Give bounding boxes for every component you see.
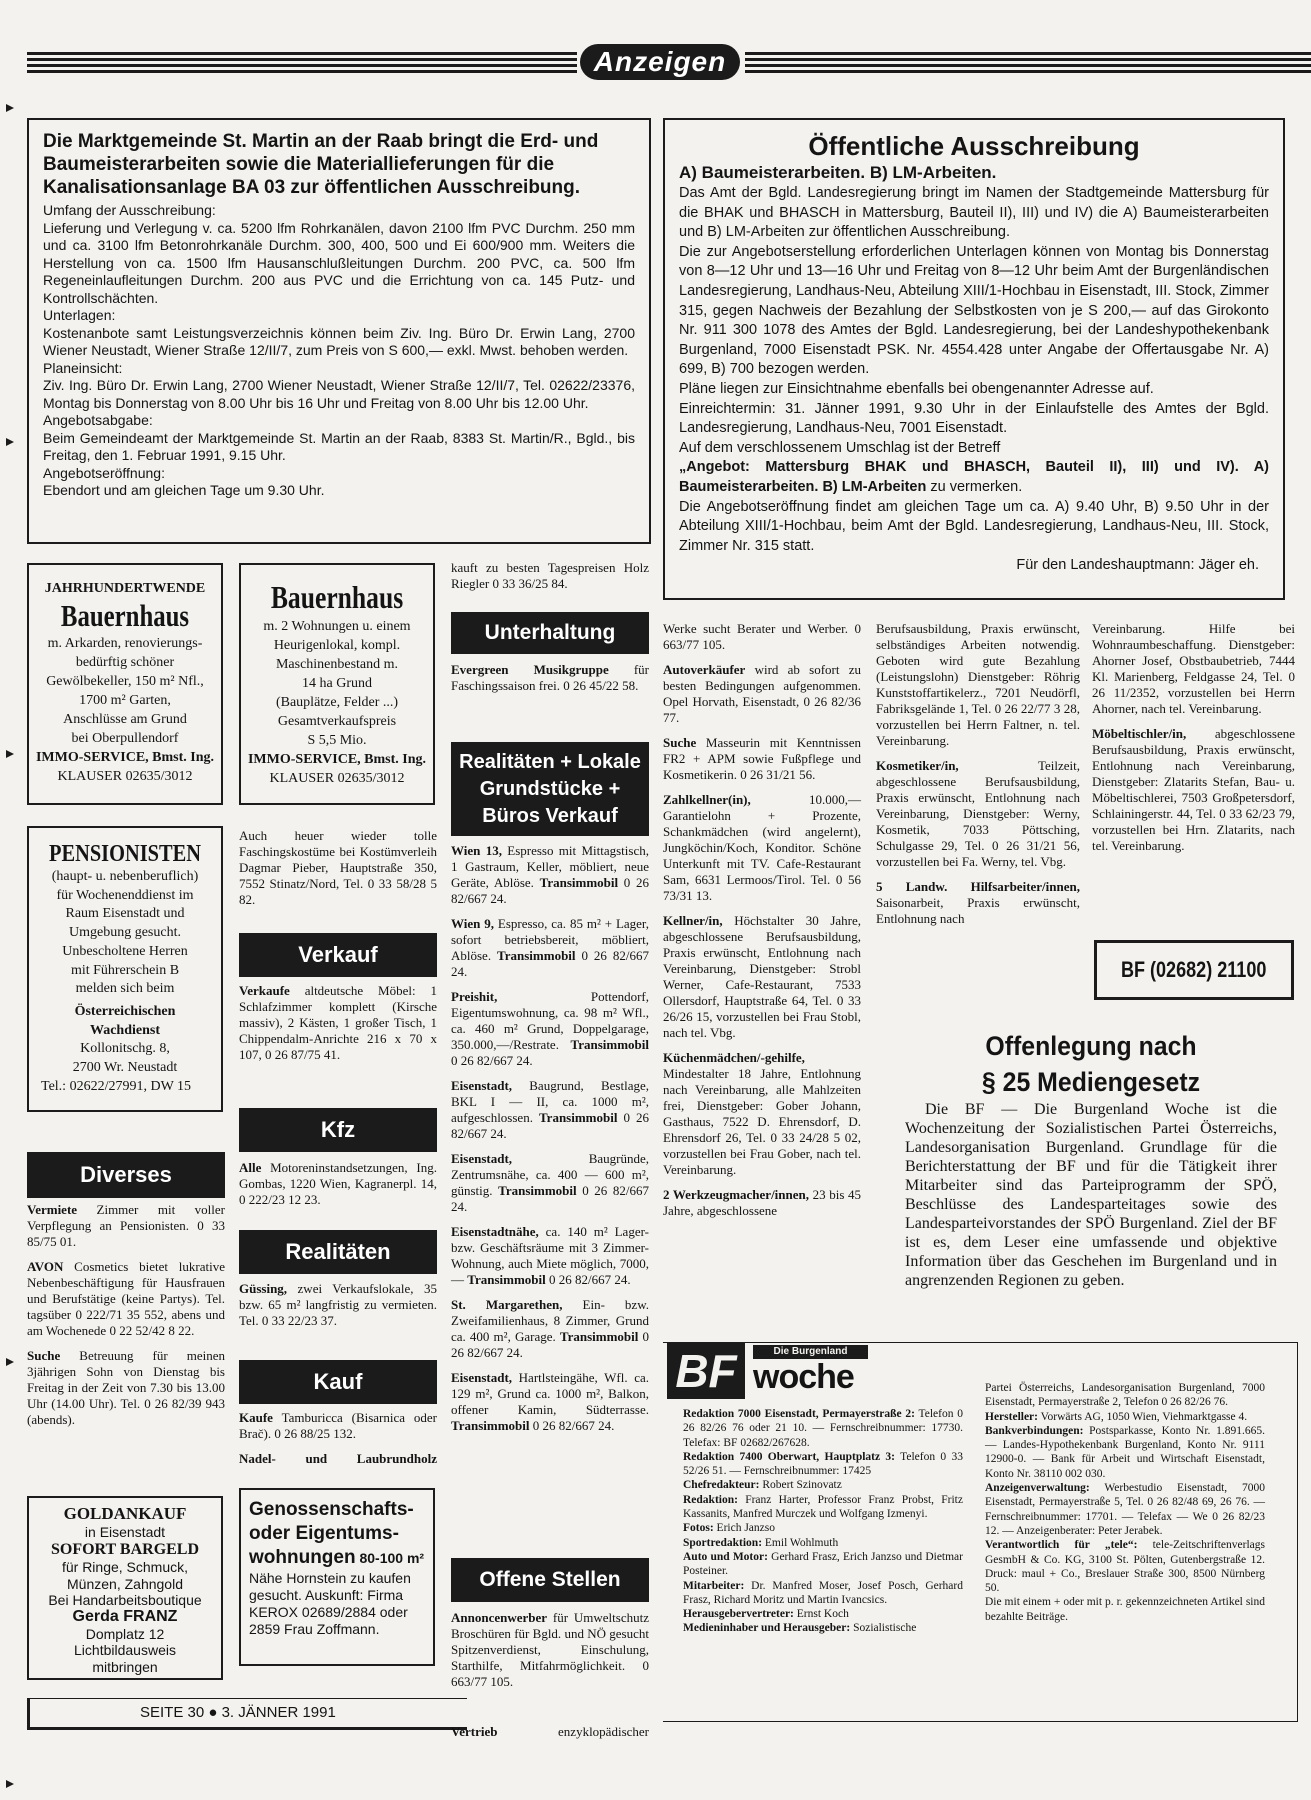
margin-marker <box>6 750 14 758</box>
ad-address: 2700 Wr. Neustadt <box>72 1060 178 1076</box>
ad-bauernhaus-1 <box>27 563 223 805</box>
ad-line: oder Eigentums- <box>249 1523 399 1544</box>
impressum-entry: Die mit einem + oder mit p. r. gekennzeichneten Artikel sind bezahlte Beiträge. <box>985 1596 1265 1623</box>
classified-item: Evergreen Musikgruppe für Faschingssaison frei. 0 26 45/22 58. <box>451 662 649 693</box>
impressum-entry: Anzeigenverwaltung: Werbestudio Eisenstadt, 7000 Eisenstadt, Permayerstraße 5, Tel. 0 26 82/48 69, 26 76. — Fernschreibnummer: 17701. — Telefax — We 0 26 82/23 12. — Anzeigenberater: Peter Jerabek. <box>985 1482 1265 1537</box>
ad-line: 2859 Frau Zoffmann. <box>249 1621 380 1637</box>
bf-logo-woche: woche <box>753 1358 854 1396</box>
ad-line: Unterlagen: <box>43 307 116 323</box>
impressum-entry: Herausgebervertreter: Ernst Koch <box>683 1608 849 1621</box>
impressum-entry: Sportredaktion: Emil Wohlmuth <box>683 1536 839 1549</box>
classified-item: Kosmetiker/in, Teilzeit, abgeschlossene Berufsausbildung, Praxis erwünscht, Entlohnung nach Vereinbarung, Dienstgeber: Werny, Kosmetik, 7033 Pöttsching, Schulgasse 29, Tel. 0 26 31/21 56, vorzustellen bei Fa. Werny, tel. Vbg. <box>876 758 1080 869</box>
classified-item: Verkaufe altdeutsche Möbel: 1 Schlafzimmer komplett (Kirsche massiv), 2 Kästen, 1 großer Tisch, 1 Chippendalm-Anrichte 216 x 70 x 107, 0 26 87/75 41. <box>239 983 437 1062</box>
offenlegung-title: § 25 Mediengesetz <box>981 1067 1201 1097</box>
ad-firm: IMMO-SERVICE, Bmst. Ing. <box>35 750 215 765</box>
ad-line: m. 2 Wohnungen u. einem <box>263 619 411 634</box>
ausschreibung-text: Das Amt der Bgld. Landesregierung bringt im Namen der Stadtgemeinde Mattersburg für die BHAK und BHASCH in Mattersburg, Bauteil II), III) und IV) die A) Baumeisterarbeiten und B) LM-Arbeiten zur öffentlichen Ausschreibung. <box>679 185 1269 241</box>
classified-item: Eisenstadt, Baugründe, Zentrumsnähe, ca. 400 — 600 m², günstig. Transimmobil 0 26 82/667 24. <box>451 1151 649 1214</box>
ad-line: für Ringe, Schmuck, <box>61 1559 189 1576</box>
margin-marker <box>6 104 14 112</box>
section-bar-verkauf: Verkauf <box>239 933 437 977</box>
impressum-entry: Redaktion: Franz Harter, Professor Franz Probst, Fritz Kassanits, Manfred Murczek und Wolfgang Izmenyi. <box>683 1493 963 1521</box>
classified-item: Vermiete Zimmer mit voller Verpflegung an Pensionisten. 0 33 85/75 01. <box>27 1202 225 1249</box>
classified-item: Preishit, Pottendorf, Eigentumswohnung, ca. 98 m² Wfl., ca. 460 m² Grund, Doppelgarage, 350.000,—/Restrate. Transimmobil 0 26 82/667 24. <box>451 989 649 1068</box>
offenlegung-title: Offenlegung nach <box>985 1031 1197 1061</box>
ad-line: bedürftig schöner <box>75 655 175 670</box>
ad-line: 14 ha Grund <box>302 676 372 691</box>
impressum-entry: Redaktion 7000 Eisenstadt, Permayerstraße 2: Telefon 0 26 82/26 76 oder 21 10. — Fernschreibnummer: 17730. Telefax: BF 02682/267628. <box>683 1408 963 1449</box>
classified-item: 5 Landw. Hilfsarbeiter/innen, Saisonarbeit, Praxis erwünscht, Entlohnung nach <box>876 879 1080 926</box>
ad-firm: IMMO-SERVICE, Bmst. Ing. <box>247 752 427 767</box>
ad-line: Gesamtverkaufspreis <box>277 714 397 729</box>
ad-line: Maschinenbestand m. <box>275 657 399 672</box>
impressum-entry: Auto und Motor: Gerhard Frasz, Erich Janzso und Dietmar Posteiner. <box>683 1550 963 1578</box>
classified-item: Berufsausbildung, Praxis erwünscht, selbständiges Arbeiten notwendig. Geboten wird gute Bezahlung (Leistungslohn) Dienstgeber: Röhrig Kunststoffartikelerz., 7201 Neudörfl, Fabriksgelände 1, Tel. 0 26 22/77 3 28, vorzustellen bei Herrn Faltner, n. tel. Vereinbarung. <box>876 621 1080 748</box>
ad-ausschreibung <box>663 118 1285 600</box>
ad-line: Unbescholtene Herren <box>62 943 188 959</box>
ausschreibung-signature: Für den Landeshauptmann: Jäger eh. <box>1016 557 1259 574</box>
ad-line: Planeinsicht: <box>43 359 123 376</box>
section-bar-realitaeten-verkauf: Realitäten + Lokale Grundstücke + Büros Verkauf <box>451 742 649 836</box>
ausschreibung-text: Einreichtermin: 31. Jänner 1991, 9.30 Uhr in der Einlaufstelle des Amtes der Bgld. Landesregierung, Landhaus-Neu, 7001 Eisenstadt. <box>679 400 1269 437</box>
margin-marker <box>6 1358 14 1366</box>
classified-item: Kellner/in, Höchstalter 30 Jahre, abgeschlossene Berufsausbildung, Praxis erwünscht, Entlohnung nach Vereinbarung, Dienstgeber: Strobl Werner, Cafe-Restaurant, 7533 Ollersdorf, Hauptstraße 64, Tel. 0 33 26/26 15, vorzustellen bei Frau Stobl, nach tel. Vbg. <box>663 913 861 1040</box>
classified-item: Vertrieb enzyklopädischer <box>451 1724 649 1739</box>
bf-logo <box>667 1343 867 1401</box>
ad-line: Ebendort und am gleichen Tage um 9.30 Uhr. <box>43 482 325 498</box>
ad-contact: KLAUSER 02635/3012 <box>57 769 193 784</box>
header-rule-left <box>27 52 577 72</box>
impressum-entry: Redaktion 7400 Oberwart, Hauptplatz 3: Telefon 0 33 52/26 51. — Fernschreibnummer: 17425 <box>683 1450 963 1478</box>
ausschreibung-text: Pläne liegen zur Einsichtnahme ebenfalls bei obengenannter Adresse auf. <box>679 380 1154 397</box>
classified-item: Alle Motoreninstandsetzungen, Ing. Gombas, 1220 Wien, Kagranerpl. 14, 0 222/23 12 23. <box>239 1160 437 1207</box>
ad-line: Umgebung gesucht. <box>69 925 181 941</box>
classified-item: AVON Cosmetics bietet lukrative Nebenbeschäftigung für Hausfrauen und Berufstätige (keine Partys). Tel. tagsüber 0 222/71 35 552, abens und am Wochenede 0 22 52/42 8 22. <box>27 1259 225 1338</box>
ad-line: Kostenanbote samt Leistungsverzeichnis können beim Ziv. Ing. Büro Dr. Erwin Lang, 2700 Wiener Neustadt, Wiener Straße 12/II/7, zum Preis von S 600,— exkl. Mwst. behoben werden. <box>43 324 635 358</box>
bf-logo-small: Die Burgenland <box>753 1345 868 1359</box>
impressum-entry: Verantwortlich für „tele“: tele-Zeitschriftenverlags GesmbH & Co. KG, 3100 St. Pölten, Gutenbergstraße 12. Druck: maul + Co., Breslauer Straße 300, 8500 Nürnberg 50. <box>985 1539 1265 1595</box>
impressum-left <box>683 1407 963 1636</box>
ad-contact: KLAUSER 02635/3012 <box>269 771 405 786</box>
ad-pensionisten <box>27 826 223 1112</box>
ad-name: Gerda FRANZ <box>72 1608 178 1626</box>
ad-address: Kollonitschg. 8, <box>80 1041 170 1057</box>
ad-line: (haupt- u. nebenberuflich) <box>51 869 199 884</box>
classified-item: Güssing, zwei Verkaufslokale, 35 bzw. 65 m² langfristig zu vermieten. Tel. 0 33 22/23 37. <box>239 1281 437 1328</box>
realitaeten-list <box>451 843 649 1443</box>
stellen-list-col5 <box>876 621 1080 936</box>
ad-line: SOFORT BARGELD <box>50 1541 200 1559</box>
impressum-right <box>985 1381 1265 1624</box>
bf-phone-number: BF (02682) 21100 <box>1121 957 1267 982</box>
stellen-list-col6 <box>1092 621 1295 863</box>
classified-item: Suche Masseurin mit Kenntnissen FR2 + APM sowie Fußpflege und Kosmetikerin. 0 26 31/21 56. <box>663 735 861 782</box>
impressum-entry: Fotos: Erich Janzso <box>683 1522 775 1535</box>
classified-item: Suche Betreuung für meinen 3jährigen Sohn von Dienstag bis Freitag in der Zeit von 7.30 bis 13.00 Uhr (14.00 Uhr). Tel. 0 26 82/39 943 (abends). <box>27 1348 225 1427</box>
ad-line: Heurigenlokal, kompl. <box>273 638 401 653</box>
page-footer <box>27 1698 467 1730</box>
goldankauf-title: GOLDANKAUF <box>63 1504 187 1523</box>
ad-line: Genossenschafts- <box>249 1499 414 1520</box>
impressum-entry: Hersteller: Vorwärts AG, 1050 Wien, Viehmarktgasse 4. <box>985 1410 1248 1423</box>
ad-line: Nähe Hornstein zu kaufen <box>249 1570 411 1586</box>
classified-item: Nadel- und Laubrundholz <box>239 1451 437 1466</box>
ad-st-martin-headline: Die Marktgemeinde St. Martin an der Raab bringt die Erd- und Baumeisterarbeiten sowie die Materiallieferungen für die Kanalisationsanlage BA 03 zur öffentlichen Ausschreibung. <box>43 131 599 198</box>
ad-line: in Eisenstadt <box>84 1524 166 1540</box>
section-bar-diverses: Diverses <box>27 1152 225 1198</box>
ad-line: Münzen, Zahngold <box>67 1575 183 1592</box>
stellen-list-col4 <box>663 621 861 1228</box>
ad-line: für Wochenenddienst im <box>56 887 194 903</box>
impressum-entry: Medieninhaber und Herausgeber: Sozialistische <box>683 1622 917 1635</box>
impressum-entry: Chefredakteur: Robert Szinovatz <box>683 1479 842 1492</box>
ad-firm: Wachdienst <box>89 1022 160 1038</box>
ad-line: wohnungen 80-100 m² <box>249 1547 425 1568</box>
section-title: Anzeigen <box>580 44 740 80</box>
ausschreibung-text: Auf dem verschlossenem Umschlag ist der Betreff <box>679 439 1001 456</box>
ad-line: Ziv. Ing. Büro Dr. Erwin Lang, 2700 Wiener Neustadt, Wiener Straße 12/II/7, Tel. 02622/23376, Montag bis Donnerstag von 8.00 Uhr bis 16 Uhr und Freitag von 8.00 Uhr bis 12.00 Uhr. <box>43 377 635 411</box>
impressum-entry: Mitarbeiter: Dr. Manfred Moser, Josef Posch, Gerhard Frasz, Richard Moritz und Martin Ivancsics. <box>683 1579 963 1606</box>
ad-line: mit Führerschein B <box>70 962 180 978</box>
classified-item: Eisenstadt, Hartlsteingähe, Wfl. ca. 129 m², Grund ca. 1000 m², Balkon, offener Kamin, Südterrasse. Transimmobil 0 26 82/667 24. <box>451 1370 649 1433</box>
classified-item: Eisenstadtnähe, ca. 140 m² Lager- bzw. Geschäftsräume mit 3 Zimmer-Wohnung, auch Miete möglich, 7000,— Transimmobil 0 26 82/667 24. <box>451 1224 649 1287</box>
ad-line: gesucht. Auskunft: Firma <box>249 1587 404 1603</box>
section-bar-realitaeten: Realitäten <box>239 1230 437 1274</box>
ausschreibung-betreff-rest: zu vermerken. <box>926 478 1023 495</box>
ad-line: Umfang der Ausschreibung: <box>43 202 216 218</box>
impressum <box>663 1342 1298 1722</box>
ad-line: mitbringen <box>92 1658 158 1675</box>
section-bar-kfz: Kfz <box>239 1108 437 1152</box>
ad-line: Lichtbildausweis <box>74 1642 176 1659</box>
ad-line: m. Arkarden, renovierungs- <box>47 636 203 651</box>
offenlegung <box>905 1028 1277 1290</box>
offenlegung-text: Die BF — Die Burgenland Woche ist die Wochenzeitung der Sozialistischen Partei Österreichs, Landesorganisation Burgenland. Grundlage für die Berichterstattung der BF und für die Tätigkeit ihrer Mitarbeiter sind das Parteiprogramm der SPÖ, Beschlüsse des Landesparteitages sowie des Landesparteivorstandes der SPÖ Burgenland. Ziel der BF ist es, dem Leser eine umfassende und objektive Information über das Geschehen im Burgenland und in angrenzenden Regionen zu geben. <box>905 1101 1277 1289</box>
classified-item: Eisenstadt, Baugrund, Bestlage, BKL I — II, ca. 1000 m², aufgeschlossen. Transimmobil 0 26 82/667 24. <box>451 1078 649 1141</box>
classified-item: Vereinbarung. Hilfe bei Wohnraumbeschaffung. Dienstgeber: Ahorner Josef, Obstbaubetrieb, 7444 Kl. Marienberg, Feldgasse 24, Tel. 0 26 11/2352, vorzustellen bei Herrn Ahorner, nach tel. Vereinbarung. <box>1092 621 1295 716</box>
classified-item: Werke sucht Berater und Werber. 0 663/77 105. <box>663 621 861 652</box>
margin-marker <box>6 1780 14 1788</box>
header-rule-right <box>745 52 1311 72</box>
impressum-entry: Bankverbindungen: Postsparkasse, Konto Nr. 1.891.665. — Landes-Hypothekenbank Burgenland, Konto Nr. 9111 12900-0. — Bank für Arbeit und Wirtschaft Eisenstadt, Konto Nr. 38110 002 030. <box>985 1424 1265 1480</box>
bauernhaus-title: Bauernhaus <box>270 579 404 615</box>
ad-line: S 5,5 Mio. <box>307 733 367 748</box>
pensionisten-title: PENSIONISTEN <box>49 841 201 867</box>
ad-line: Angebotseröffnung: <box>43 464 165 481</box>
ad-bauernhaus-2 <box>239 563 435 805</box>
diverses-list <box>27 1202 225 1437</box>
ad-line: Raum Eisenstadt und <box>65 906 185 922</box>
ad-line: Bei Handarbeitsboutique <box>48 1591 202 1608</box>
classified-item: Möbeltischler/in, abgeschlossene Berufsausbildung, Praxis erwünscht, Entlohnung nach Vereinbarung, Dienstgeber: Zlatarits Stefan, Bau- u. Möbeltischlerei, 7503 Großpetersdorf, Schlainingerstr. 44, Tel. 0 33 62/23 79, vorzustellen bei Hrn. Zlatarits, nach tel. Vereinbarung. <box>1092 726 1295 853</box>
bauernhaus-kicker: JAHRHUNDERTWENDE <box>44 581 206 596</box>
ausschreibung-text <box>679 458 1269 497</box>
classified-item: Küchenmädchen/-gehilfe, Mindestalter 18 Jahre, Entlohnung nach Vereinbarung, alle Mahlzeiten frei, Dienstgeber: Gober Johann, Gasthaus, 7522 D. Ehrensdorf, D. Ehrensdorf 26, Tel. 0 33 24/28 5 02, vorzustellen bei Frau Gober, nach tel. Vereinbarung. <box>663 1050 861 1177</box>
margin-marker <box>6 438 14 446</box>
ad-fasching: Auch heuer wieder tolle Faschingskostüme bei Kostümverleih Dagmar Pieber, Hauptstraße 350, 7552 Stinatz/Nord, Tel. 0 33 58/28 5 82. <box>239 828 437 907</box>
classified-item: Wien 9, Espresso, ca. 85 m² + Lager, sofort betriebsbereit, möbliert, Ablöse. Transimmobil 0 26 82/667 24. <box>451 916 649 979</box>
classified-item: Annoncenwerber für Umweltschutz Broschüren für Bgld. und NÖ gesucht Spitzenverdienst, Einschulung, Starthilfe, Mitfahrmöglichkeit. 0 663/77 105. <box>451 1610 649 1689</box>
ad-line: Anschlüsse am Grund <box>63 712 187 727</box>
section-bar-unterhaltung: Unterhaltung <box>451 612 649 654</box>
classified-item: Wien 13, Espresso mit Mittagstisch, 1 Gastraum, Keller, möbliert, neue Geräte, Ablöse. Transimmobil 0 26 82/667 24. <box>451 843 649 906</box>
classified-item: St. Margarethen, Ein- bzw. Zweifamilienhaus, 8 Zimmer, Grund ca. 400 m², Garage. Transimmobil 0 26 82/667 24. <box>451 1297 650 1360</box>
ad-line: Angebotsabgabe: <box>43 412 153 428</box>
classified-item: Autoverkäufer wird ab sofort zu besten Bedingungen aufgenommen. Opel Horvath, Eisenstadt, 0 26 82/36 77. <box>663 662 861 725</box>
section-bar-offene-stellen: Offene Stellen <box>451 1558 649 1602</box>
bf-phone-box <box>1094 940 1294 1000</box>
ad-line: Lieferung und Verlegung v. ca. 5200 lfm Rohrkanälen, davon 2100 lfm PVC Durchm. 250 mm und ca. 3100 lfm Betonrohrkanäle Durchm. 300, 400, 500 und Ei 600/900 mm. Weiters die Herstellung von ca. 1500 lfm Hausanschlußleitungen Durchm. 200 PVC, ca. 500 lfm Regeneinlaufleitungen Durchm. 200 aus PVC und die Errichtung von ca. 145 Putz- und Kontrollschächten. <box>43 219 635 306</box>
bauernhaus-title: Bauernhaus <box>60 598 190 633</box>
ad-line: KEROX 02689/2884 oder <box>249 1604 408 1620</box>
ausschreibung-subtitle: A) Baumeisterarbeiten. B) LM-Arbeiten. <box>679 163 997 182</box>
classified-item: 2 Werkzeugmacher/innen, 23 bis 45 Jahre, abgeschlossene <box>663 1187 861 1218</box>
ad-address: Domplatz 12 <box>85 1626 165 1643</box>
ad-line: bei Oberpullendorf <box>71 731 179 746</box>
ad-tel: Tel.: 02622/27991, DW 15 <box>41 1078 192 1094</box>
classified-item: Zahlkellner(in), 10.000,— Garantielohn + Prozente, Schankmädchen (wird angelernt), Jungköchin/Koch, Konditor. Schöne Unterkunft mit TV. Cafe-Restaurant Sam, 6631 Lermoos/Tirol. Tel. 0 56 73/31 13. <box>663 792 861 903</box>
page-number-date: SEITE 30 ● 3. JÄNNER 1991 <box>140 1704 336 1721</box>
bf-logo-mark: BF <box>667 1343 745 1399</box>
ad-line: (Bauplätze, Felder ...) <box>275 695 399 710</box>
ad-holz-riegler: kauft zu besten Tagespreisen Holz Riegler 0 33 36/25 84. <box>451 560 649 591</box>
ad-st-martin <box>27 118 651 544</box>
ad-line: melden sich beim <box>75 981 175 997</box>
classified-item: Kaufe Tamburicca (Bisarnica oder Brač). 0 26 88/25 132. <box>239 1410 437 1441</box>
ad-line: Gewölbekeller, 150 m² Nfl., <box>46 674 204 689</box>
ad-firm: Österreichischen <box>74 1003 176 1019</box>
ad-line: Beim Gemeindeamt der Marktgemeinde St. Martin an der Raab, 8383 St. Martin/R., Bgld., bis Freitag, den 1. Februar 1991, 9.15 Uhr. <box>43 429 635 463</box>
ad-genossenschaft <box>239 1488 435 1666</box>
section-bar-kauf: Kauf <box>239 1360 437 1404</box>
impressum-entry: Partei Österreichs, Landesorganisation Burgenland, 7000 Eisenstadt, Permayerstraße 2, Telefon 0 26 82/26 76. <box>985 1382 1265 1409</box>
ausschreibung-title: Öffentliche Ausschreibung <box>808 131 1140 161</box>
ausschreibung-betreff: „Angebot: Mattersburg BHAK und BHASCH, Bauteil II), III) und IV). A) Baumeisterarbeiten. B) LM-Arbeiten <box>679 459 1269 495</box>
ad-line: 1700 m² Garten, <box>79 693 171 708</box>
ausschreibung-text: Die Angebotseröffnung findet am gleichen Tage um ca. A) 9.40 Uhr, B) 9.50 Uhr in der Abteilung XIII/1-Hochbau, beim Amt der Bgld. Landesregierung, Landhaus-Neu, III. Stock, Zimmer Nr. 315 statt. <box>679 498 1269 554</box>
ausschreibung-text: Die zur Angebotserstellung erforderlichen Unterlagen können von Montag bis Donnerstag von 8—12 Uhr und 13—16 Uhr und Freitag von 8—12 Uhr beim Amt der Burgenländischen Landesregierung, Landhaus-Neu, Abteilung XIII/1-Hochbau in Eisenstadt, III. Stock, Zimmer 315, gegen Nachweis der Bezahlung der Selbstkosten von je S 200,— auf das Girokonto Nr. 911 300 1078 des Amtes der Bgld. Landesregierung, bei der Landeshypothekenbank Burgenland, 7000 Eisenstadt PSK. Nr. 4554.428 unter Angabe der Offertausgabe Nr. A) 699, B) 700 bezogen werden. <box>679 243 1269 378</box>
ad-goldankauf <box>27 1496 223 1680</box>
